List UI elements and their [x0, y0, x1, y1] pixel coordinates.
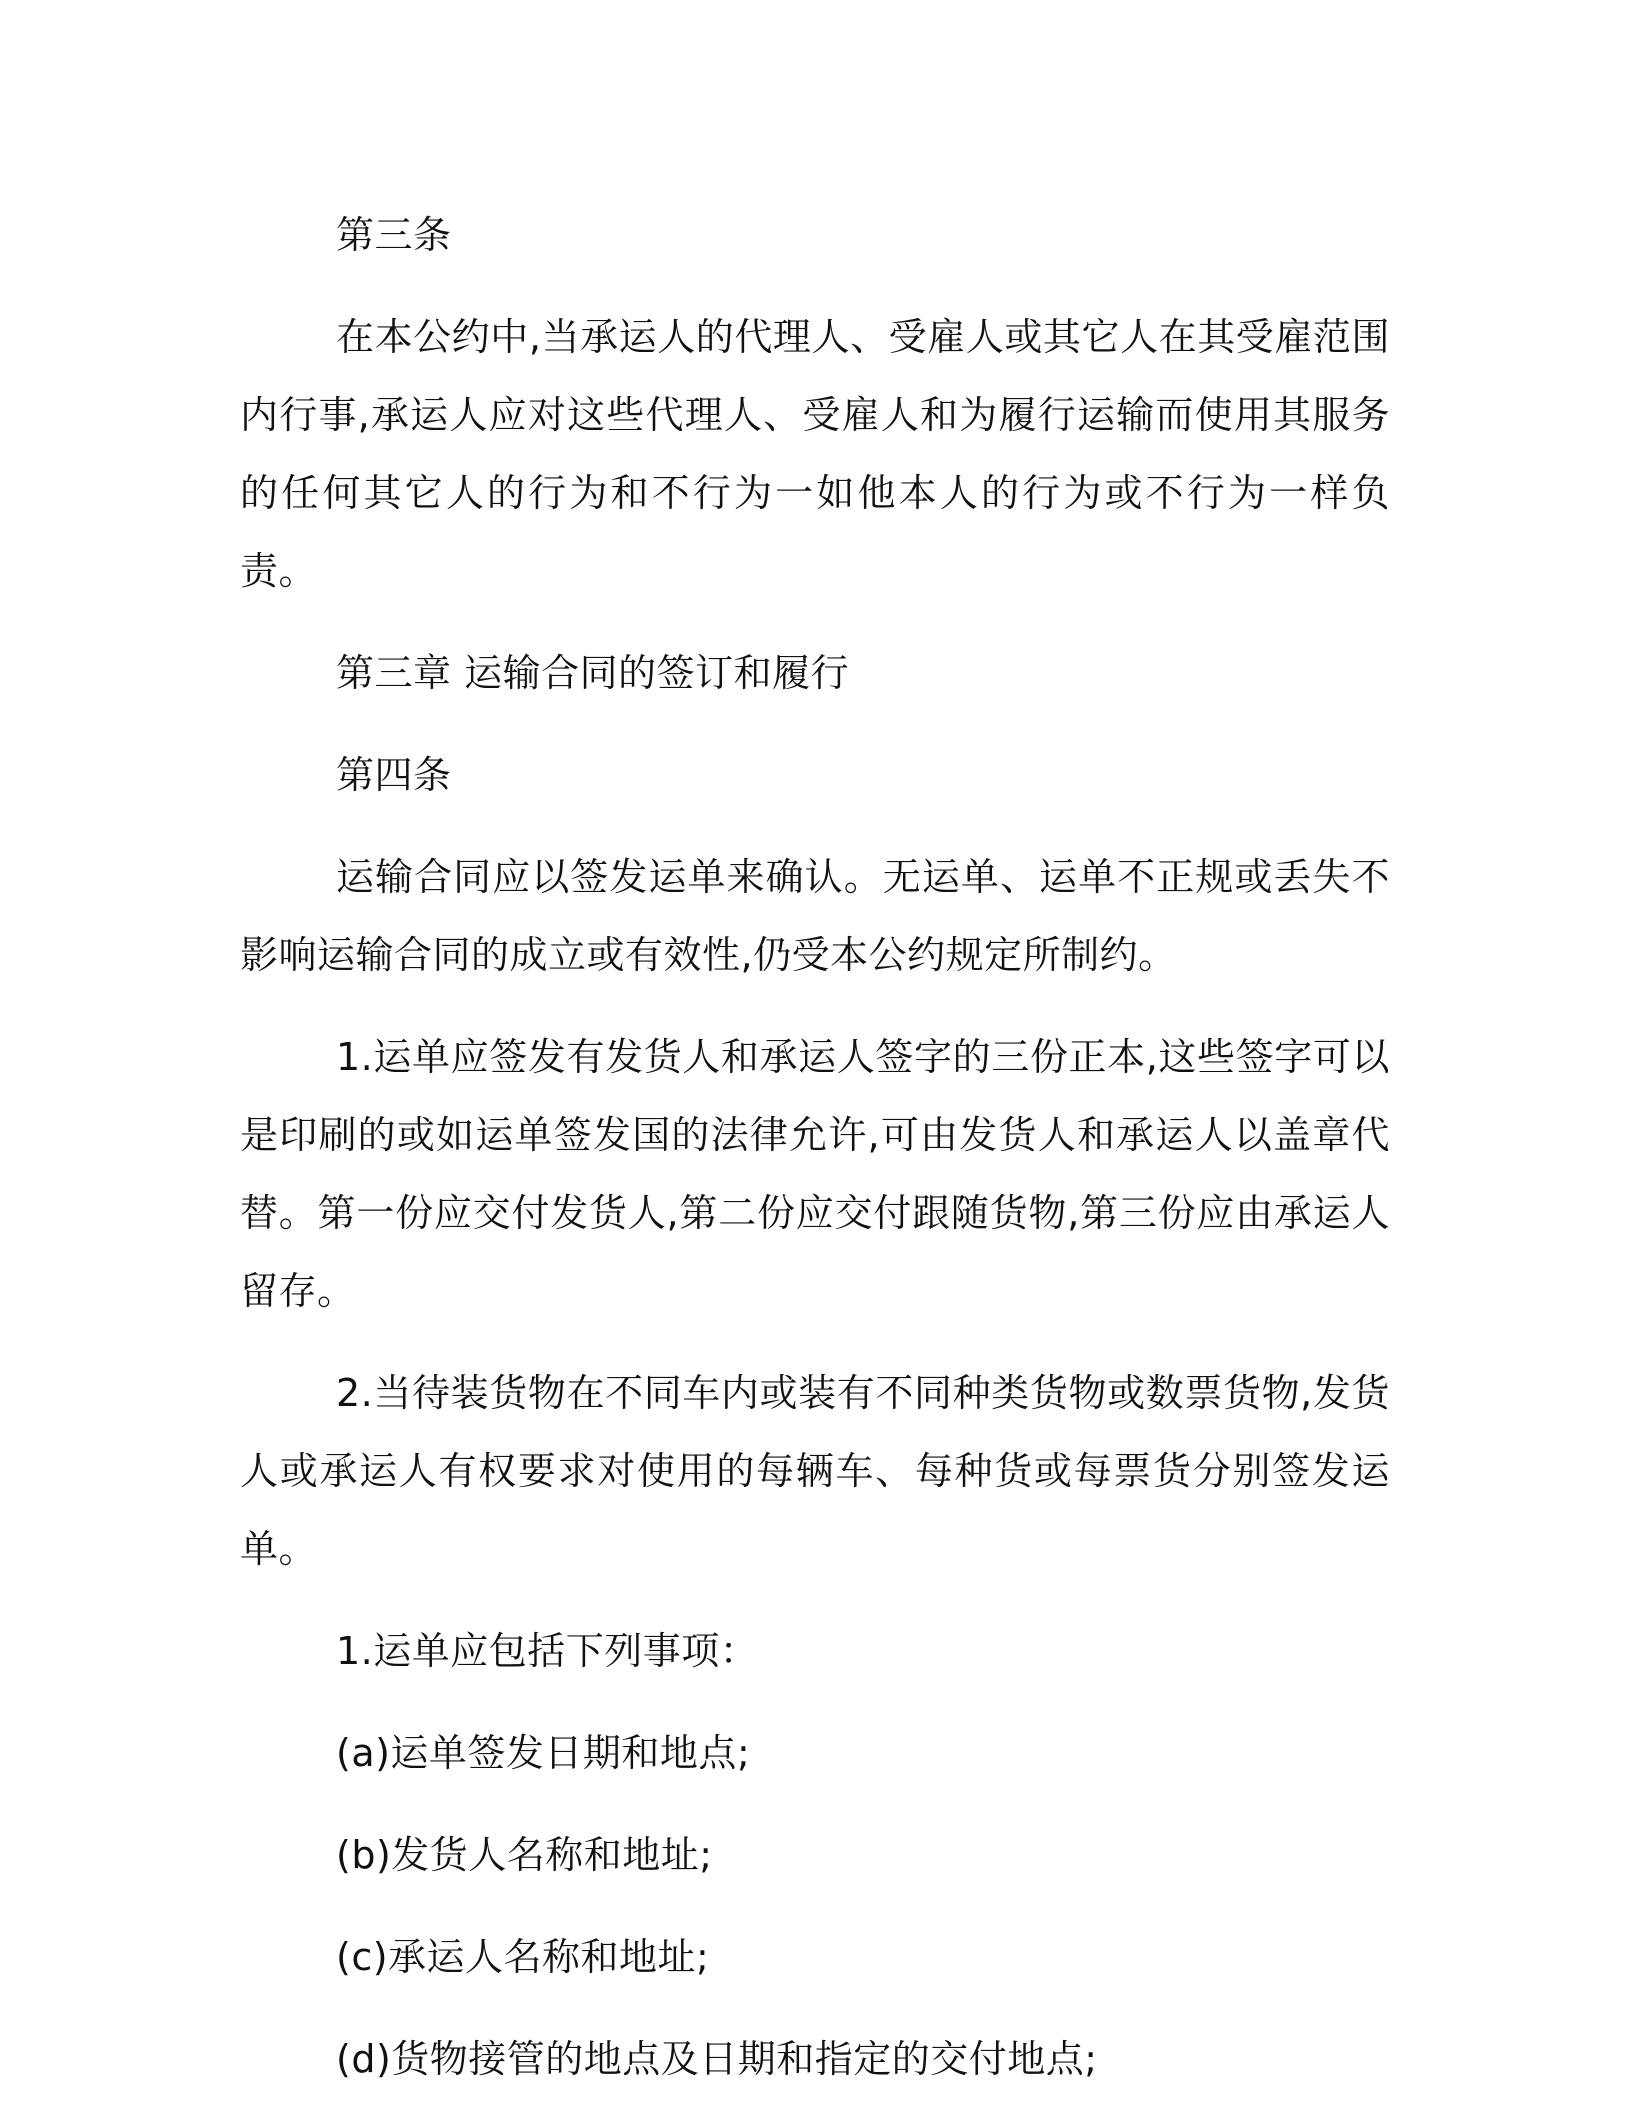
- list-item-d: (d)货物接管的地点及日期和指定的交付地点;: [336, 2037, 1098, 2081]
- list-item-a: (a)运单签发日期和地点;: [336, 1731, 751, 1775]
- paragraph-waybill-copies: 1.运单应签发有发货人和承运人签字的三份正本,这些签字可以是印刷的或如运单签发国的法律允许,可由发货人和承运人以盖章代替。第一份应交付发货人,第二份应交付跟随货物,第三份应由承运人留存。: [240, 1035, 1390, 1313]
- article-heading-3: 第三条: [336, 213, 452, 257]
- paragraph-waybill-items: 1.运单应包括下列事项：: [336, 1629, 759, 1673]
- article-heading-4: 第四条: [336, 753, 452, 797]
- paragraph-separate-waybills: 2.当待装货物在不同车内或装有不同种类货物或数票货物,发货人或承运人有权要求对使用的每辆车、每种货或每票货分别签发运单。: [240, 1371, 1390, 1571]
- document-page: [240, 196, 1390, 2098]
- list-item-b: (b)发货人名称和地址;: [336, 1833, 713, 1877]
- list-item-c: (c)承运人名称和地址;: [336, 1935, 710, 1979]
- paragraph-agent-liability: 在本公约中,当承运人的代理人、受雇人或其它人在其受雇范围内行事,承运人应对这些代理人、受雇人和为履行运输而使用其服务的任何其它人的行为和不行为一如他本人的行为或不行为一样负责。: [240, 315, 1390, 593]
- chapter-heading-3: 第三章 运输合同的签订和履行: [336, 651, 850, 695]
- paragraph-contract-confirmation: 运输合同应以签发运单来确认。无运单、运单不正规或丢失不影响运输合同的成立或有效性,仍受本公约规定所制约。: [240, 855, 1390, 977]
